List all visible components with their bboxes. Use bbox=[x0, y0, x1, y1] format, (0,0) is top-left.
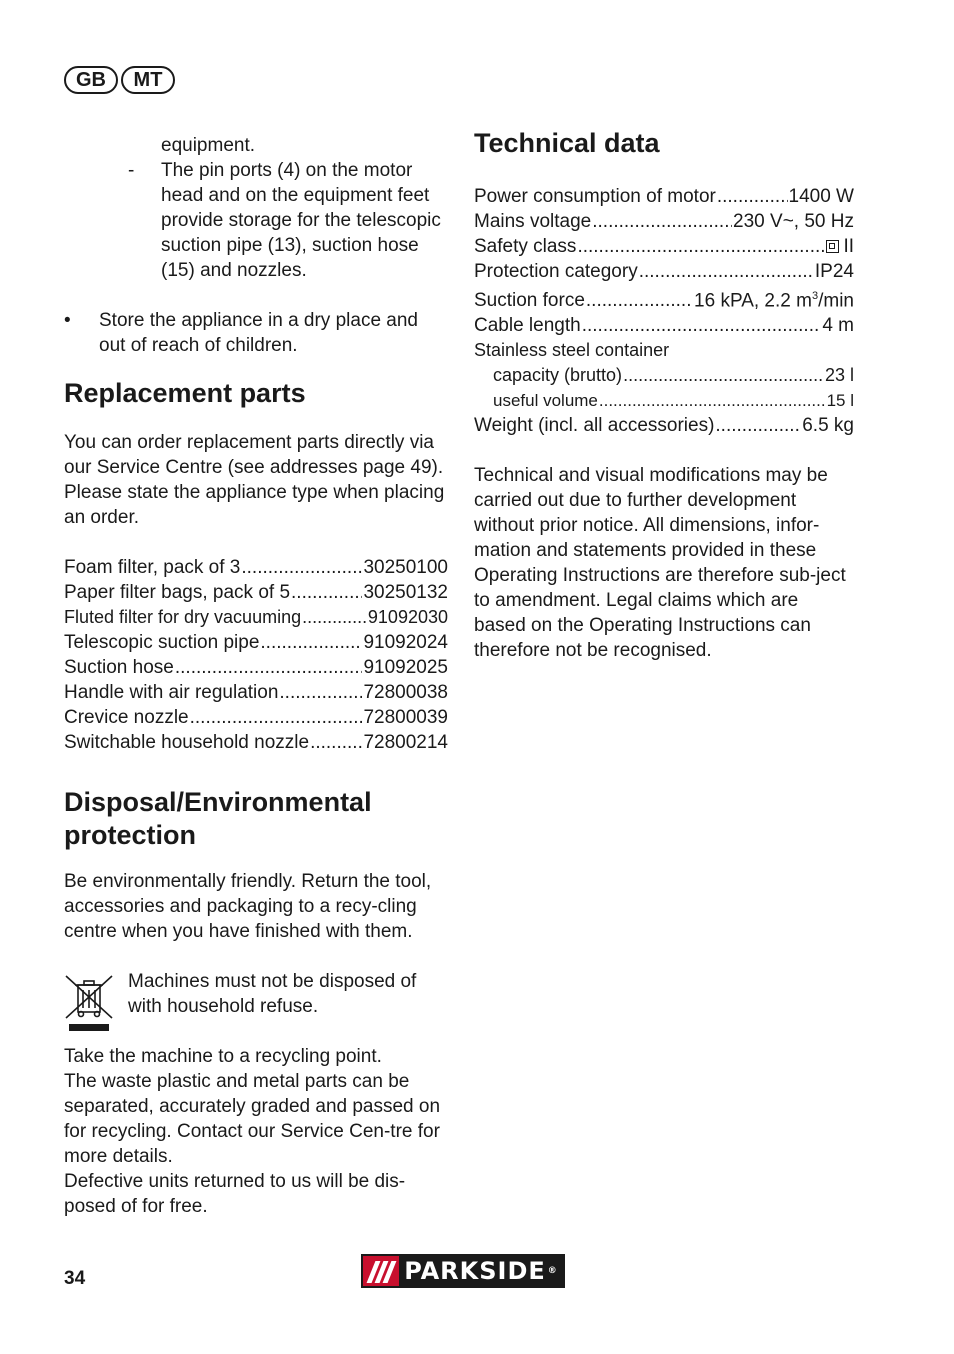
leader-dots bbox=[190, 705, 363, 730]
suction-value-sup: 3 bbox=[811, 290, 819, 302]
logo-wordmark bbox=[399, 1256, 563, 1286]
disposal-para1: Be environmentally friendly. Return the tool, accessories and packaging to a recy-cling centre when you have finished with them. bbox=[64, 871, 432, 942]
double-insulation-icon bbox=[826, 240, 839, 253]
leader-dots bbox=[639, 259, 814, 284]
part-row bbox=[64, 680, 448, 705]
part-number: 91092025 bbox=[363, 657, 448, 678]
part-number: 30250132 bbox=[363, 582, 448, 603]
spec-row-power bbox=[474, 184, 854, 209]
technical-note: Technical and visual modifications may be carried out due to further development without prior notice. All dimensions, infor-mation and statements provided in these Operating Instructions are therefore sub-ject to amendment. Legal claims which are based on the Operating Instructions can therefore not be recognised. bbox=[474, 465, 846, 662]
disposal-heading-line1: Disposal/Environmental bbox=[64, 787, 372, 817]
disposal-para2 bbox=[64, 1044, 448, 1219]
spec-row-useful bbox=[474, 388, 854, 413]
part-name: Fluted filter for dry vacuuming bbox=[64, 607, 302, 627]
leader-dots bbox=[717, 184, 788, 209]
part-number: 72800214 bbox=[363, 732, 448, 753]
part-name: Crevice nozzle bbox=[64, 707, 189, 728]
lang-badge-mt: MT bbox=[121, 66, 175, 94]
leader-dots bbox=[260, 630, 362, 655]
suction-value-tail: /min bbox=[818, 290, 854, 312]
spec-value bbox=[826, 234, 854, 259]
spec-list bbox=[474, 184, 854, 438]
page-number: 34 bbox=[64, 1268, 86, 1289]
part-number: 72800038 bbox=[363, 682, 448, 703]
part-name: Foam filter, pack of 3 bbox=[64, 557, 241, 578]
leader-dots bbox=[241, 555, 362, 580]
dash-list-item bbox=[64, 158, 448, 283]
spec-row-protection bbox=[474, 259, 854, 284]
part-number: 91092030 bbox=[367, 607, 448, 627]
leader-dots bbox=[599, 388, 826, 413]
replacement-intro: You can order replacement parts directly via our Service Centre (see addresses page 49). Please state the appliance type when placing an order. bbox=[64, 432, 445, 528]
spec-label: Mains voltage bbox=[474, 211, 592, 232]
spec-value: 230 V~, 50 Hz bbox=[733, 211, 854, 232]
continuation-line: equipment. bbox=[161, 135, 256, 156]
replacement-parts-heading: Replacement parts bbox=[64, 378, 306, 408]
part-name: Handle with air regulation bbox=[64, 682, 279, 703]
brand-name: PARKSIDE bbox=[404, 1256, 546, 1285]
part-row bbox=[64, 630, 448, 655]
container-label: Stainless steel container bbox=[474, 340, 670, 361]
brand-registered-mark: ® bbox=[547, 1265, 558, 1276]
left-column bbox=[64, 133, 448, 1219]
spec-row-cable bbox=[474, 313, 854, 338]
part-row bbox=[64, 730, 448, 755]
disposal-para2-line3: Defective units returned to us will be dis-posed of for free. bbox=[64, 1171, 406, 1217]
leader-dots bbox=[577, 234, 825, 259]
part-row bbox=[64, 555, 448, 580]
part-number: 30250100 bbox=[363, 557, 448, 578]
part-name: Paper filter bags, pack of 5 bbox=[64, 582, 291, 603]
weee-note-text: Machines must not be disposed of with household refuse. bbox=[128, 971, 417, 1017]
spec-value bbox=[694, 284, 854, 313]
spec-value: 23 l bbox=[824, 365, 854, 386]
crossed-out-wheelie-bin-icon bbox=[64, 974, 114, 1034]
bullet-item-text: Store the appliance in a dry place and out of reach of children. bbox=[99, 310, 418, 356]
logo-stripes bbox=[363, 1256, 399, 1286]
part-number: 72800039 bbox=[363, 707, 448, 728]
parkside-logo bbox=[361, 1254, 565, 1288]
spec-row-capacity bbox=[474, 363, 854, 388]
spec-row-mains bbox=[474, 209, 854, 234]
leader-dots bbox=[291, 580, 362, 605]
part-row bbox=[64, 705, 448, 730]
language-badges bbox=[64, 66, 175, 94]
leader-dots bbox=[582, 313, 822, 338]
spec-label: useful volume bbox=[493, 391, 598, 411]
spec-row-safety bbox=[474, 234, 854, 259]
part-name: Switchable household nozzle bbox=[64, 732, 310, 753]
disposal-heading-line2: protection bbox=[64, 820, 196, 850]
leader-dots bbox=[586, 288, 693, 313]
suction-value-main: 16 kPA, 2.2 m bbox=[694, 290, 812, 312]
spec-value: 4 m bbox=[822, 315, 854, 337]
safety-class-value: II bbox=[843, 236, 854, 257]
spec-row-weight bbox=[474, 413, 854, 438]
spec-value: 15 l bbox=[826, 391, 854, 411]
right-column bbox=[474, 127, 854, 663]
leader-dots bbox=[592, 209, 732, 234]
part-name: Suction hose bbox=[64, 657, 174, 678]
spec-label: Safety class bbox=[474, 236, 577, 257]
bullet-mark: • bbox=[64, 310, 71, 331]
spec-label: Power consumption of motor bbox=[474, 186, 716, 207]
leader-dots bbox=[715, 413, 801, 438]
dash-mark: - bbox=[128, 160, 135, 181]
spec-label: Cable length bbox=[474, 315, 581, 337]
dash-item-text: The pin ports (4) on the motor head and on the equipment feet provide storage for the telescopic suction pipe (13), suction hose (15) and nozzles. bbox=[161, 160, 441, 281]
part-number: 91092024 bbox=[363, 632, 448, 653]
parts-list bbox=[64, 555, 448, 755]
weee-note bbox=[64, 969, 448, 1019]
disposal-heading bbox=[64, 786, 448, 852]
part-name: Telescopic suction pipe bbox=[64, 632, 260, 653]
leader-dots bbox=[279, 680, 362, 705]
leader-dots bbox=[175, 655, 363, 680]
spec-value: 6.5 kg bbox=[802, 415, 854, 437]
spec-label: Weight (incl. all accessories) bbox=[474, 415, 715, 437]
leader-dots bbox=[310, 730, 362, 755]
bullet-list-item bbox=[64, 308, 448, 358]
leader-dots bbox=[302, 605, 367, 630]
spec-row-suction bbox=[474, 284, 854, 313]
disposal-para2-line2: The waste plastic and metal parts can be separated, accurately graded and passed on for recycling. Contact our Service Cen-tre for more details. bbox=[64, 1071, 441, 1167]
spec-label: capacity (brutto) bbox=[493, 365, 623, 386]
spec-value: IP24 bbox=[814, 261, 854, 282]
leader-dots bbox=[623, 363, 824, 388]
spec-label: Protection category bbox=[474, 261, 638, 282]
part-row bbox=[64, 580, 448, 605]
technical-data-heading: Technical data bbox=[474, 128, 660, 158]
disposal-para2-line1: Take the machine to a recycling point. bbox=[64, 1046, 382, 1067]
spec-label: Suction force bbox=[474, 290, 585, 312]
part-row bbox=[64, 655, 448, 680]
lang-badge-gb: GB bbox=[64, 66, 118, 94]
part-row bbox=[64, 605, 448, 630]
spec-value: 1400 W bbox=[788, 186, 854, 207]
